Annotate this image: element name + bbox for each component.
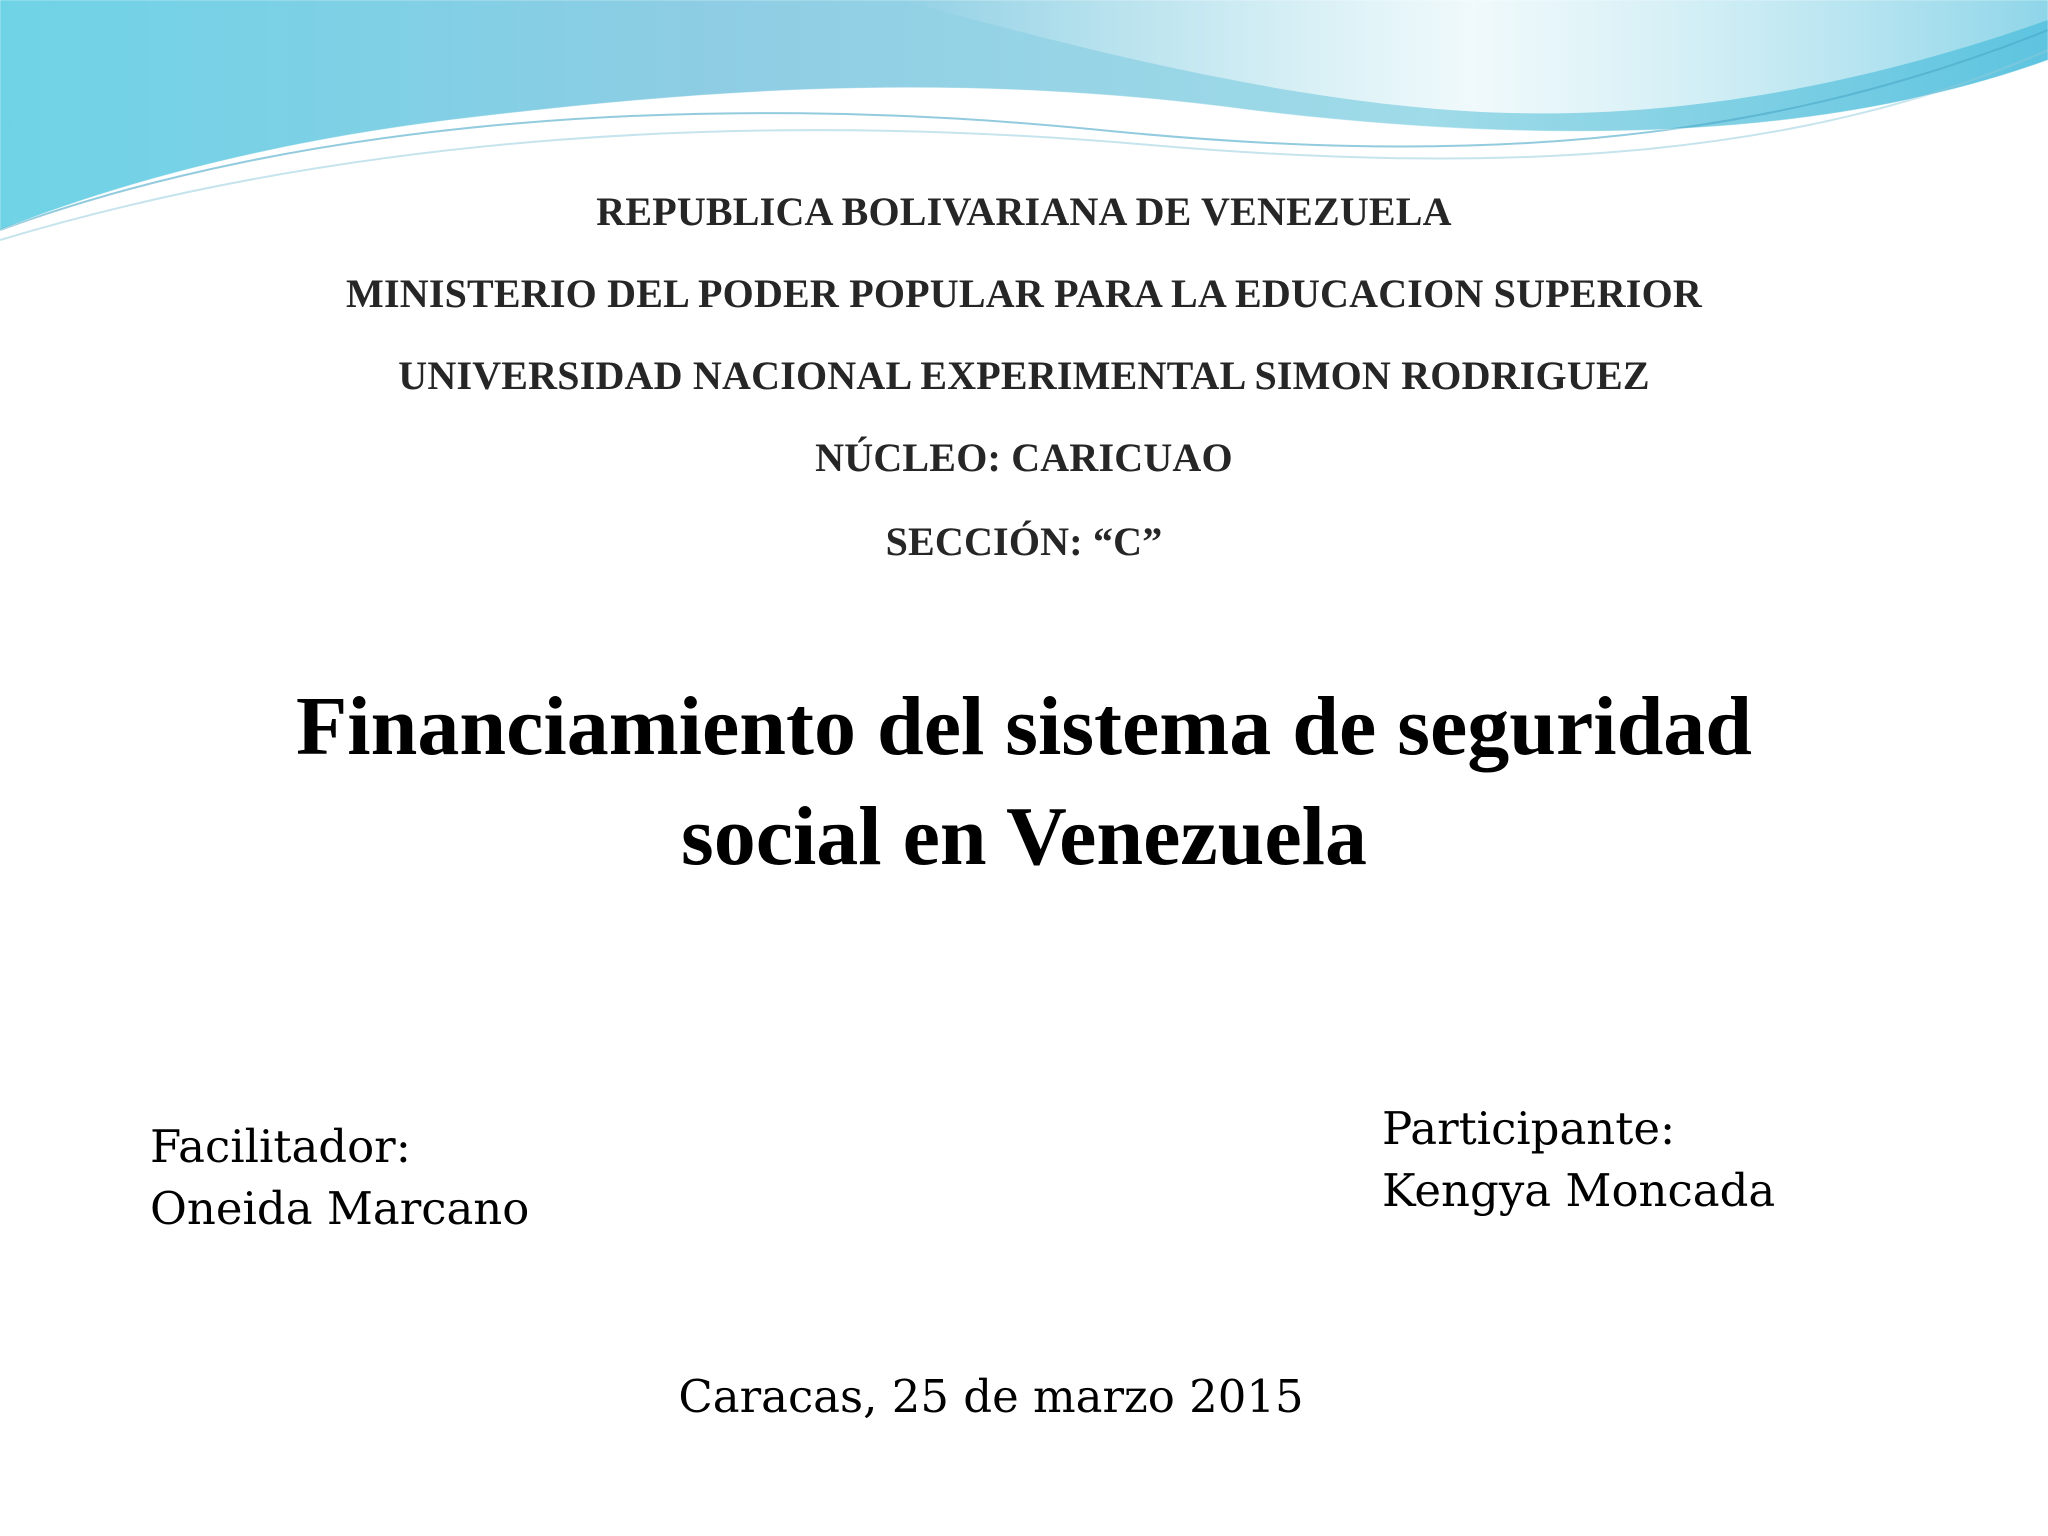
header-ministry: MINISTERIO DEL PODER POPULAR PARA LA EDUCACION SUPERIOR xyxy=(346,271,1702,316)
slide-title-line-2: social en Venezuela xyxy=(681,790,1367,883)
participant-name: Kengya Moncada xyxy=(1382,1164,1776,1217)
slide-title-line-1: Financiamiento del sistema de seguridad xyxy=(295,680,1752,773)
header-nucleus: NÚCLEO: CARICUAO xyxy=(815,435,1233,480)
place-date: Caracas, 25 de marzo 2015 xyxy=(678,1370,1304,1423)
participant-block xyxy=(1382,1098,1775,1222)
slide-title xyxy=(0,672,2048,892)
header-university: UNIVERSIDAD NACIONAL EXPERIMENTAL SIMON RODRIGUEZ xyxy=(398,353,1650,398)
participant-label: Participante: xyxy=(1382,1102,1676,1155)
facilitator-name: Oneida Marcano xyxy=(150,1182,530,1235)
header-republic: REPUBLICA BOLIVARIANA DE VENEZUELA xyxy=(596,189,1452,234)
header-section: SECCIÓN: “C” xyxy=(885,519,1163,564)
facilitator-block xyxy=(150,1116,529,1240)
facilitator-label: Facilitador: xyxy=(150,1120,411,1173)
